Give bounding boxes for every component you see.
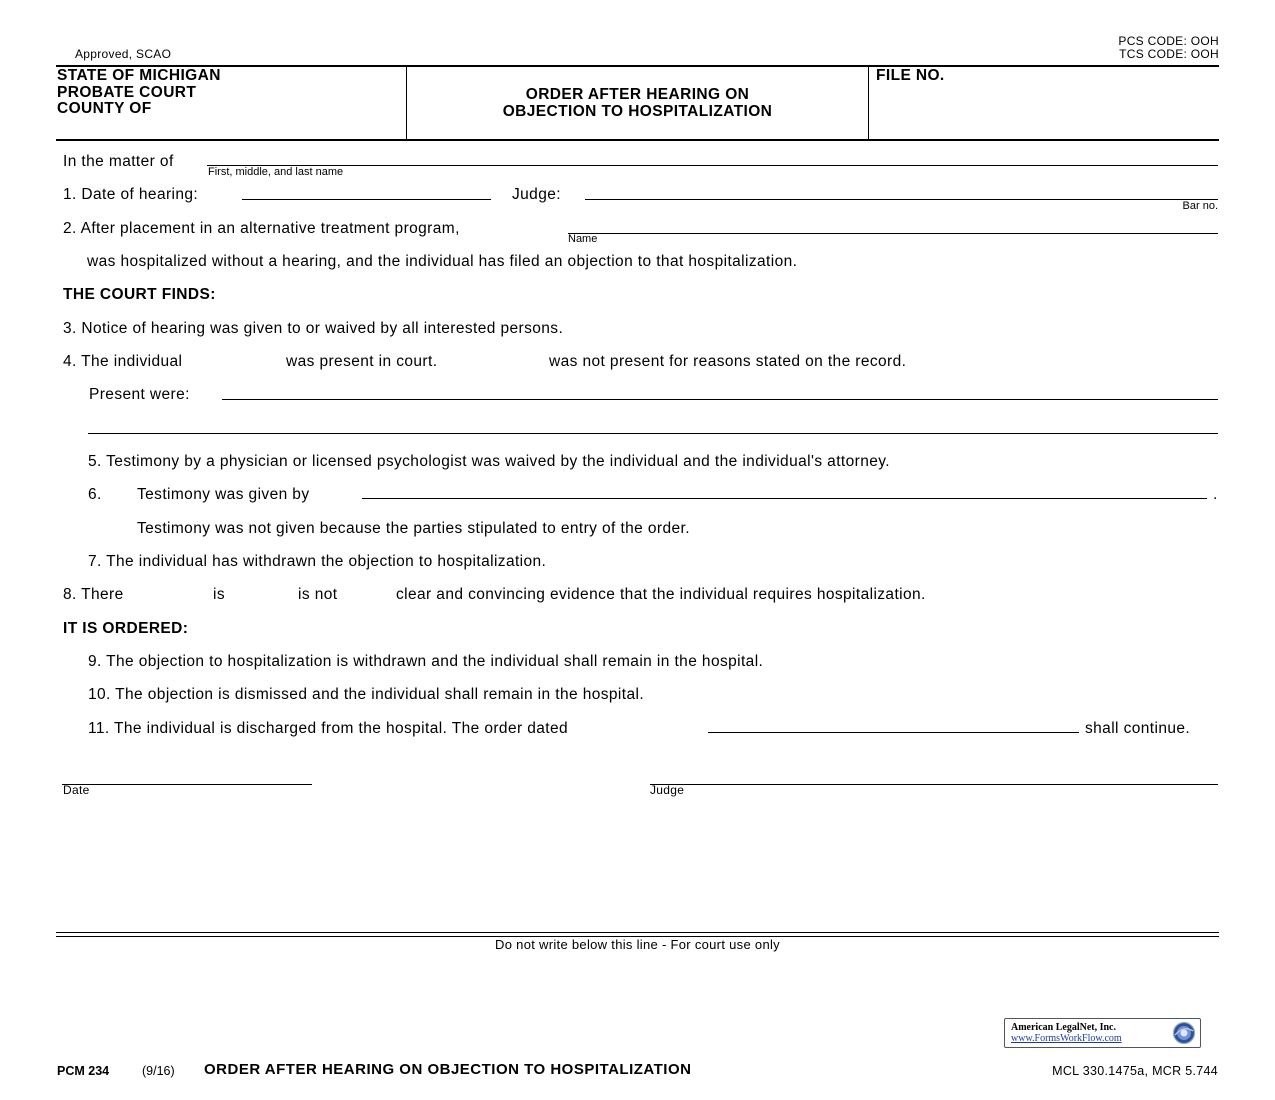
item8-option-is-not: is not bbox=[298, 586, 338, 603]
logo-company-name: American LegalNet, Inc. bbox=[1011, 1022, 1116, 1033]
date-signature-field[interactable] bbox=[62, 768, 312, 785]
court-use-note: Do not write below this line - For court use only bbox=[495, 937, 780, 952]
patient-name-caption: Name bbox=[568, 233, 598, 245]
judge-field[interactable] bbox=[585, 183, 1218, 200]
item6-not-given-text: Testimony was not given because the parties stipulated to entry of the order. bbox=[137, 520, 690, 537]
bar-no-caption: Bar no. bbox=[1182, 200, 1218, 212]
item6-number: 6. bbox=[88, 486, 102, 503]
item1-label: 1. Date of hearing: bbox=[63, 186, 199, 203]
present-were-field-line2[interactable] bbox=[88, 417, 1218, 434]
present-were-field[interactable] bbox=[222, 383, 1218, 400]
item5-text: 5. Testimony by a physician or licensed psychologist was waived by the individual and the individual's attorney. bbox=[88, 453, 890, 470]
tcs-code: TCS CODE: OOH bbox=[1119, 47, 1219, 61]
form-number: PCM 234 bbox=[57, 1064, 110, 1078]
item11-shall-continue: shall continue. bbox=[1085, 720, 1191, 737]
item7-text: 7. The individual has withdrawn the objection to hospitalization. bbox=[88, 553, 547, 570]
court-state: STATE OF MICHIGAN bbox=[57, 67, 221, 84]
item3-text: 3. Notice of hearing was given to or waived by all interested persons. bbox=[63, 320, 564, 337]
item4-option-not-present: was not present for reasons stated on the record. bbox=[549, 353, 907, 370]
item4-option-present: was present in court. bbox=[286, 353, 438, 370]
approval-note: Approved, SCAO bbox=[75, 47, 172, 61]
order-dated-field[interactable] bbox=[708, 716, 1079, 733]
it-is-ordered-heading: IT IS ORDERED: bbox=[63, 620, 189, 637]
header-divider-2 bbox=[868, 66, 869, 140]
item8-rest: clear and convincing evidence that the individual requires hospitalization. bbox=[396, 586, 926, 603]
statute-citation: MCL 330.1475a, MCR 5.744 bbox=[1052, 1064, 1218, 1078]
item4-label: 4. The individual bbox=[63, 353, 183, 370]
globe-icon bbox=[1172, 1021, 1196, 1045]
item8-label: 8. There bbox=[63, 586, 124, 603]
american-legalnet-logo[interactable] bbox=[1004, 1018, 1201, 1048]
item6-period: . bbox=[1213, 486, 1218, 503]
item9-text: 9. The objection to hospitalization is withdrawn and the individual shall remain in the hospital. bbox=[88, 653, 764, 670]
file-no-label: FILE NO. bbox=[876, 67, 945, 84]
form-revision: (9/16) bbox=[142, 1064, 175, 1078]
item10-text: 10. The objection is dismissed and the individual shall remain in the hospital. bbox=[88, 686, 645, 703]
court-use-rule-1 bbox=[56, 932, 1219, 933]
patient-name-field[interactable] bbox=[568, 217, 1218, 234]
header-top-rule bbox=[56, 65, 1219, 67]
hearing-date-field[interactable] bbox=[242, 183, 491, 200]
item8-option-is: is bbox=[213, 586, 225, 603]
judge-label: Judge: bbox=[512, 186, 561, 203]
present-were-label: Present were: bbox=[89, 386, 190, 403]
form-title-line1: ORDER AFTER HEARING ON bbox=[525, 86, 750, 103]
item2-continuation: was hospitalized without a hearing, and the individual has filed an objection to that hospitalization. bbox=[87, 253, 798, 270]
testimony-given-by-field[interactable] bbox=[362, 482, 1207, 499]
matter-name-caption: First, middle, and last name bbox=[208, 166, 344, 178]
court-name: PROBATE COURT bbox=[57, 84, 197, 101]
judge-signature-field[interactable] bbox=[650, 768, 1218, 785]
item6-testimony-given-label: Testimony was given by bbox=[137, 486, 310, 503]
form-title-line2: OBJECTION TO HOSPITALIZATION bbox=[502, 103, 773, 120]
court-county: COUNTY OF bbox=[57, 100, 152, 117]
footer-form-title: ORDER AFTER HEARING ON OBJECTION TO HOSPITALIZATION bbox=[204, 1061, 692, 1078]
item2-label: 2. After placement in an alternative treatment program, bbox=[63, 220, 460, 237]
judge-signature-caption: Judge bbox=[650, 783, 685, 797]
matter-name-field[interactable] bbox=[207, 149, 1218, 166]
pcs-code: PCS CODE: OOH bbox=[1118, 34, 1219, 48]
logo-url-link[interactable]: www.FormsWorkFlow.com bbox=[1011, 1033, 1122, 1044]
date-caption: Date bbox=[63, 783, 90, 797]
item11-text: 11. The individual is discharged from the hospital. The order dated bbox=[88, 720, 569, 737]
court-finds-heading: THE COURT FINDS: bbox=[63, 286, 216, 303]
header-bottom-rule bbox=[56, 139, 1219, 141]
matter-label: In the matter of bbox=[63, 153, 174, 170]
